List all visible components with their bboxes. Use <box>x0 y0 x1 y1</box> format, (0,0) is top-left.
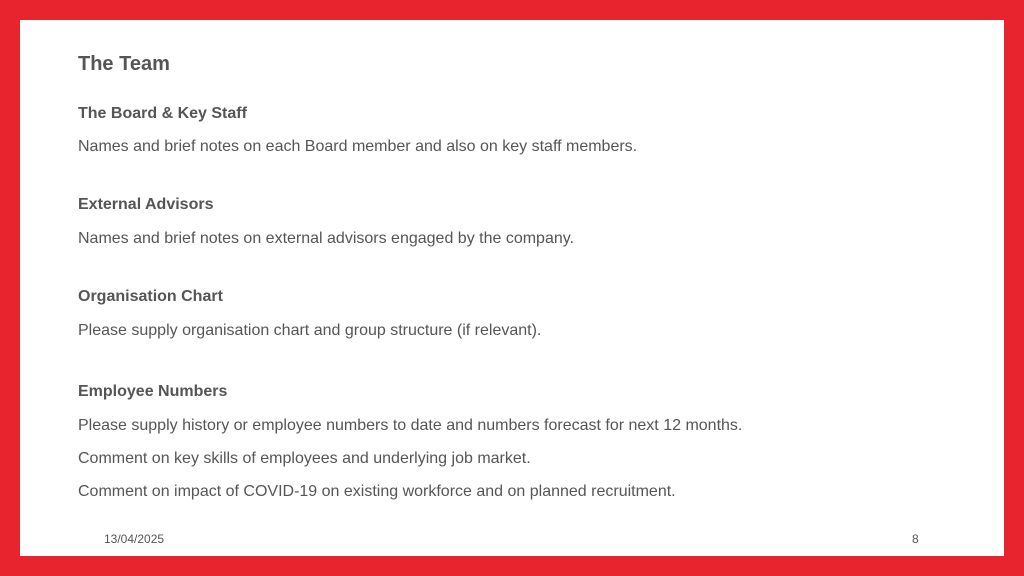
section-text-board: Names and brief notes on each Board member and also on key staff members. <box>78 138 638 155</box>
section-text-employees-skills: Comment on key skills of employees and underlying job market. <box>78 450 531 467</box>
slide-title: The Team <box>78 53 170 75</box>
section-text-org-chart: Please supply organisation chart and group structure (if relevant). <box>78 322 542 339</box>
section-text-employees-history: Please supply history or employee numbers to date and numbers forecast for next 12 months. <box>78 417 743 434</box>
section-heading-advisors: External Advisors <box>78 196 214 213</box>
page-number: 8 <box>912 532 919 546</box>
section-heading-board: The Board & Key Staff <box>78 105 247 122</box>
section-text-advisors: Names and brief notes on external advisors engaged by the company. <box>78 230 574 247</box>
section-text-employees-covid: Comment on impact of COVID-19 on existing workforce and on planned recruitment. <box>78 483 676 500</box>
section-heading-employees: Employee Numbers <box>78 383 228 400</box>
footer-date: 13/04/2025 <box>104 532 165 546</box>
slide <box>20 20 1004 556</box>
section-heading-org-chart: Organisation Chart <box>78 288 223 305</box>
